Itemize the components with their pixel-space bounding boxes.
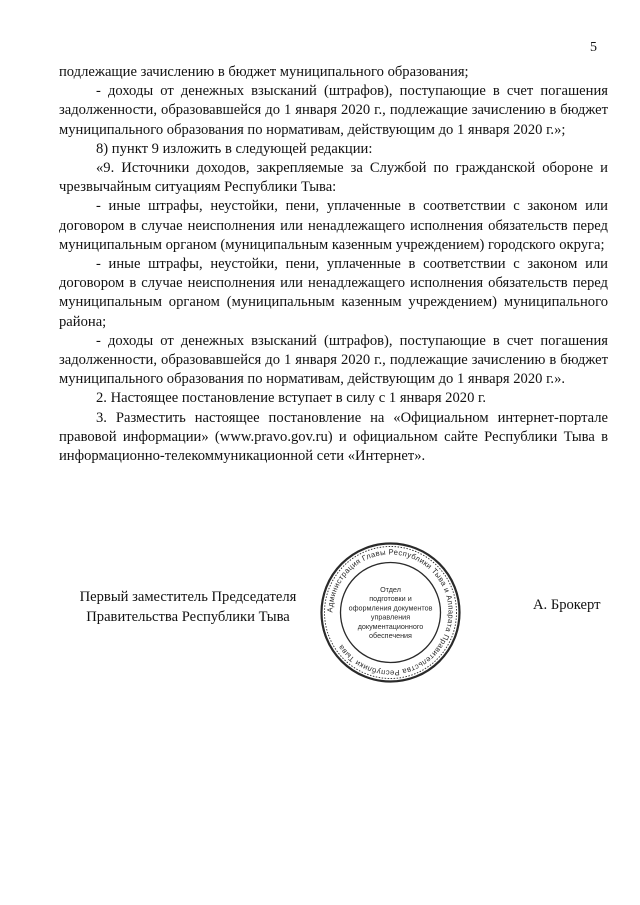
official-seal [318,540,463,685]
seal-center-line: оформления документов [348,603,433,613]
seal-center-line: подготовки и [369,594,412,604]
signer-title-line: Первый заместитель Председателя [79,589,297,605]
seal-center-line: обеспечения [369,631,412,640]
seal-center-line: Отдел [380,585,401,594]
signer-title [48,588,328,627]
paragraph: - доходы от денежных взысканий (штрафов), поступающие в счет погашения задолженности, образовавшейся до 1 января 2020 г., подлежащие зачислению в бюджет муниципального образования по нормативам, действующим до 1 января 2020 г.». [59,332,608,388]
signer-name: А. Брокерт [533,597,601,613]
paragraph: - доходы от денежных взысканий (штрафов), поступающие в счет погашения задолженности, образовавшейся до 1 января 2020 г., подлежащие зачислению в бюджет муниципального образования по нормативам, действующим до 1 января 2020 г.»; [59,83,608,138]
paragraph: - иные штрафы, неустойки, пени, уплаченные в соответствии с законом или договором в случае неисполнения или ненадлежащего исполнения обязательств перед муниципальным органом (муниципальным казенным учреждением) муниципального района; [59,256,608,330]
seal-ring-text: Администрация Главы Республики Тыва и Аппарата Правительства Республики Тыва [325,547,456,678]
document-body [59,63,608,466]
paragraph: 3. Разместить настоящее постановление на «Официальном интернет-портале правовой информации» (www.pravo.gov.ru) и официальном сайте Республики Тыва в информационно-телекоммуникационной сети «Интернет». [59,409,608,465]
page-number: 5 [590,40,597,55]
paragraph: - иные штрафы, неустойки, пени, уплаченные в соответствии с законом или договором в случае неисполнения или ненадлежащего исполнения обязательств перед муниципальным органом (муниципальным казенным учреждением) городского округа; [59,198,608,253]
paragraph: подлежащие зачислению в бюджет муниципального образования; [59,64,469,80]
seal-center-text [349,585,433,640]
signer-title-line: Правительства Республики Тыва [86,608,290,625]
seal-center-line: документационного [357,621,424,631]
paragraph: 2. Настоящее постановление вступает в силу с 1 января 2020 г. [96,390,486,407]
paragraph: 8) пункт 9 изложить в следующей редакции: [96,140,373,157]
seal-center-line: управления [370,612,411,622]
paragraph: «9. Источники доходов, закрепляемые за Службой по гражданской обороне и чрезвычайным ситуациям Республики Тыва: [59,160,608,196]
